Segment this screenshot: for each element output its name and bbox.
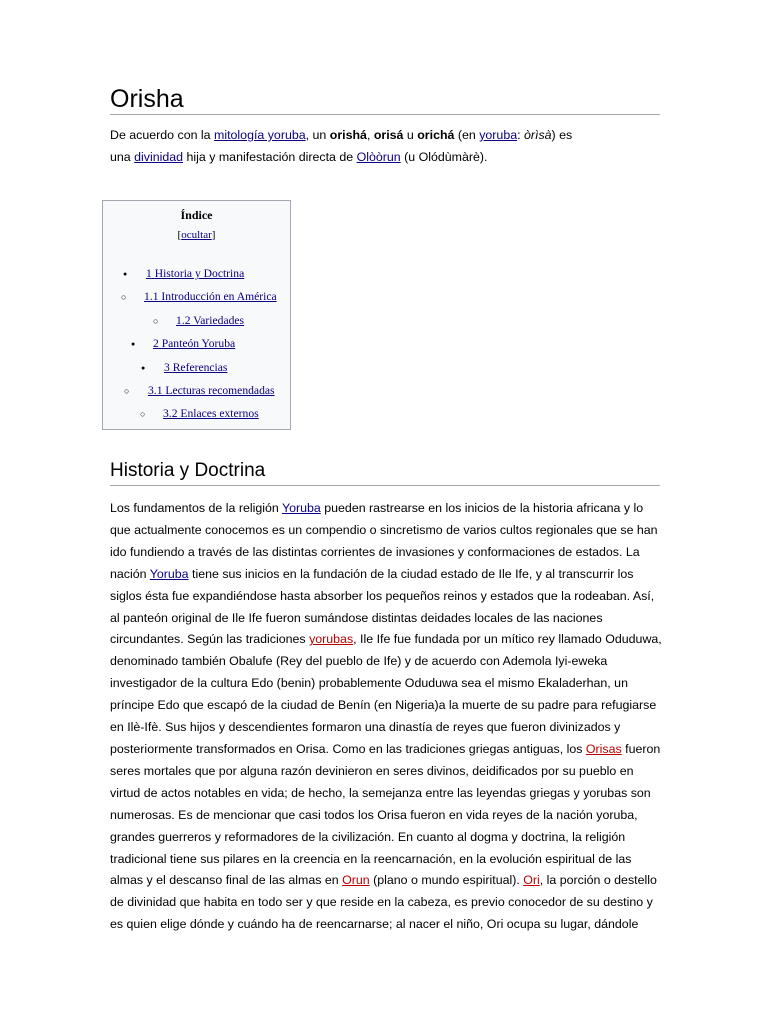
term-orisa-yoruba: òrìsà [524, 128, 552, 142]
toc-item-introduccion-en-america[interactable] [144, 290, 277, 304]
toc-toggle-bracket: ] [211, 229, 216, 241]
table-of-contents [102, 200, 291, 430]
intro-text: (en [454, 128, 480, 142]
bullet-hollow-icon [140, 407, 145, 422]
intro-text: u [403, 128, 418, 142]
intro-text: una [110, 150, 135, 164]
text-span: almas y el descanso final de las almas en [110, 873, 343, 888]
bullet-filled-icon [123, 267, 127, 281]
toc-item-enlaces-externos[interactable] [163, 407, 259, 421]
intro-text: (u Olódùmàrè). [400, 150, 488, 164]
bullet-hollow-icon [153, 314, 158, 329]
toc-label: Enlaces externos [180, 407, 259, 420]
intro-text: ) es [551, 128, 573, 142]
toc-number: 1 [146, 267, 152, 280]
term-oricha: orichá [417, 128, 455, 142]
intro-text: , un [305, 128, 330, 142]
toc-item-panteon-yoruba[interactable] [153, 337, 235, 351]
text-span: circundantes. Según las tradiciones [110, 632, 310, 647]
text-line: en Ilè-Ifè. Sus hijos y descendientes formaron una dinastía de reyes que fueron divinizados y [110, 720, 621, 735]
link-divinidad[interactable]: divinidad [134, 150, 184, 164]
intro-text: hija y manifestación directa de [183, 150, 357, 164]
link-orisas[interactable]: Orisas [585, 741, 622, 756]
page-title: Orisha [110, 84, 660, 115]
toc-item-variedades[interactable] [176, 314, 244, 328]
text-line: grandes guerreros y reformadores de la civilización. En cuanto al dogma y doctrina, la religión [110, 829, 626, 844]
link-yoruba-language[interactable]: yoruba [479, 128, 518, 142]
text-line: investigador de la cultura Edo (benin) probablemente Oduduwa sea el mismo Ekaladerhan, un [110, 676, 628, 691]
text-line: de divinidad que habita en todo ser y que reside en la cabeza, es previo conocedor de su destino y [110, 895, 653, 910]
toc-number: 3.1 [148, 384, 163, 397]
intro-text: De acuerdo con la [110, 128, 215, 142]
text-span: , Ile Ife fue fundada por un mítico rey llamado Oduduwa, [353, 632, 662, 647]
section-paragraph [110, 498, 660, 936]
toc-item-lecturas-recomendadas[interactable] [148, 384, 275, 398]
toc-label: Historia y Doctrina [154, 267, 245, 280]
text-span: fueron [621, 741, 661, 756]
toc-label: Panteón Yoruba [161, 337, 236, 350]
text-line: tradicional tiene sus pilares en la creencia en la reencarnación, en la evolución espiritual de las [110, 851, 632, 866]
term-orisa: orisá [373, 128, 404, 142]
toc-label: Lecturas recomendadas [165, 384, 275, 397]
text-line: ido fundiendo a través de las distintas corrientes de invasiones y conformaciones de estados. La [110, 544, 640, 559]
bullet-filled-icon [141, 361, 145, 375]
text-span: Los fundamentos de la religión [110, 501, 282, 515]
text-line: que actualmente conocemos es un compendio o sincretismo de varios cultos regionales que se han [110, 522, 658, 537]
toc-number: 2 [153, 337, 159, 350]
text-span: posteriormente transformados en Orisa. Como en las tradiciones griegas antiguas, los [110, 741, 586, 756]
toc-hide-link[interactable]: ocultar [181, 229, 212, 241]
toc-item-referencias[interactable] [164, 361, 227, 375]
text-span: , la porción o destello [539, 873, 657, 888]
intro-paragraph [110, 124, 660, 168]
text-line: es quien elige dónde y cuándo ha de reencarnarse; al nacer el niño, Ori ocupa su lugar, dándole [110, 917, 639, 932]
toc-number: 1.1 [144, 290, 159, 303]
section-heading-historia: Historia y Doctrina [110, 459, 660, 486]
link-yoruba-nacion[interactable]: Yoruba [149, 566, 189, 581]
toc-label: Introducción en América [161, 290, 277, 303]
text-line: seres mortales que por alguna razón devinieron en seres divinos, deidificados por su pueblo en [110, 763, 634, 778]
bullet-hollow-icon [121, 290, 126, 305]
link-orun[interactable]: Orun [342, 873, 370, 888]
text-line: siglos ésta fue expandiéndose hasta absorber los pequeños reinos y estados que la rodeaban. Así, [110, 588, 655, 603]
link-yoruba[interactable]: Yoruba [281, 501, 321, 515]
link-ori[interactable]: Ori [523, 873, 540, 888]
text-line: príncipe Edo que escapó de la ciudad de Benín (en Nigeria)a la muerte de su padre para refugiarse [110, 698, 657, 713]
term-orisha: orishá [329, 128, 367, 142]
text-line: al panteón original de Ile Ife fueron sumándose distintas deidades locales de las naciones [110, 610, 603, 625]
link-mitologia-yoruba[interactable]: mitología yoruba [214, 128, 306, 142]
text-line: virtud de actos notables en vida; de hecho, la semejanza entre las leyendas griegas y yorubas son [110, 785, 651, 800]
toc-number: 3.2 [163, 407, 178, 420]
toc-title: Índice [180, 208, 213, 222]
toc-label: Variedades [193, 314, 245, 327]
text-span: tiene sus inicios en la fundación de la ciudad estado de Ile Ife, y al transcurrir los [188, 566, 634, 581]
toc-toggle-bracket: [ [177, 229, 182, 241]
intro-text: : [517, 128, 524, 142]
text-span: (plano o mundo espiritual). [369, 873, 524, 888]
text-span: pueden rastrearse en los inicios de la historia africana y lo [320, 501, 644, 515]
text-span: nación [110, 566, 150, 581]
toc-toggle [103, 229, 290, 241]
toc-number: 1.2 [176, 314, 191, 327]
text-line: denominado también Obalufe (Rey del pueblo de Ife) y de acuerdo con Ademola Iyi-eweka [110, 654, 608, 669]
toc-number: 3 [164, 361, 170, 374]
toc-label: Referencias [172, 361, 228, 374]
intro-text: , [366, 128, 374, 142]
toc-item-historia-y-doctrina[interactable] [146, 267, 244, 281]
text-line: numerosas. Es de mencionar que casi todos los Orisa fueron en vida reyes de la nación yoruba, [110, 807, 638, 822]
link-yorubas[interactable]: yorubas [309, 632, 354, 647]
bullet-filled-icon [131, 337, 135, 351]
link-oloorun[interactable]: Olòòrun [356, 150, 401, 164]
bullet-hollow-icon [124, 384, 129, 399]
